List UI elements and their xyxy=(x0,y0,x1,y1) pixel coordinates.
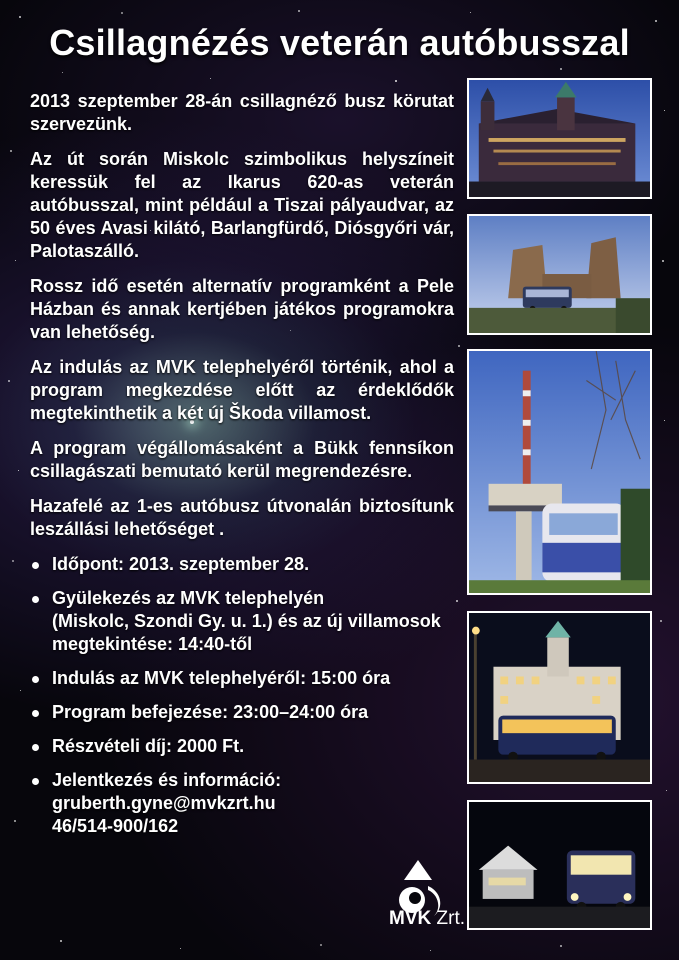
paragraph-return: Hazafelé az 1-es autóbusz útvonalán biztosítunk leszállási lehetőséget . xyxy=(30,496,454,539)
paragraph-route: Az út során Miskolc szimbolikus helyszíneit keressük fel az Ikarus 620-as veterán autóbusszal, mint például a Tiszai pályaudvar, az 50 éves Avasi kilátó, Barlangfürdő, Diósgyőri vár, Palotaszálló. xyxy=(30,149,454,261)
details-list xyxy=(30,553,454,838)
paragraph-intro: 2013 szeptember 28-án csillagnéző busz körutat szervezünk. xyxy=(30,91,454,134)
detail-contact-label: Jelentkezés és információ: xyxy=(52,770,282,790)
detail-contact xyxy=(30,769,454,838)
detail-gathering-line1: Gyülekezés az MVK telephelyén xyxy=(52,588,325,608)
detail-time: Időpont: 2013. szeptember 28. xyxy=(30,553,454,576)
detail-gathering xyxy=(30,587,454,656)
detail-fee: Részvételi díj: 2000 Ft. xyxy=(30,735,454,758)
photo-night-bus-stop xyxy=(467,800,652,930)
detail-gathering-line2: (Miskolc, Szondi Gy. u. 1.) és az új villamosok megtekintése: 14:40-től xyxy=(52,611,441,654)
detail-end: Program befejezése: 23:00–24:00 óra xyxy=(30,701,454,724)
paragraph-finale: A program végállomásaként a Bükk fennsíkon csillagászati bemutató kerül megrendezésre. xyxy=(30,438,454,481)
photo-castle xyxy=(467,214,652,335)
page-title: Csillagnézés veterán autóbusszal xyxy=(49,22,630,63)
photo-night-bus-hotel xyxy=(467,611,652,784)
detail-email: gruberth.gyne@mvkzrt.hu xyxy=(52,793,276,813)
paragraph-alternative: Rossz idő esetén alternatív programként a Pele Házban és annak kertjében játékos programokra van lehetőség. xyxy=(30,276,454,342)
detail-phone: 46/514-900/162 xyxy=(52,816,179,836)
photo-lookout-tower xyxy=(467,349,652,595)
mvk-brand-suffix: Zrt. xyxy=(436,908,466,929)
detail-departure: Indulás az MVK telephelyéről: 15:00 óra xyxy=(30,667,454,690)
mvk-brand xyxy=(389,908,465,930)
paragraph-departure: Az indulás az MVK telephelyéről történik, ahol a program megkezdése előtt az érdeklődők megtekinthetik a két új Škoda villamost. xyxy=(30,357,454,423)
photo-palace-hotel xyxy=(467,78,652,199)
mvk-brand-name: MVK xyxy=(389,908,432,929)
main-text xyxy=(30,90,454,849)
